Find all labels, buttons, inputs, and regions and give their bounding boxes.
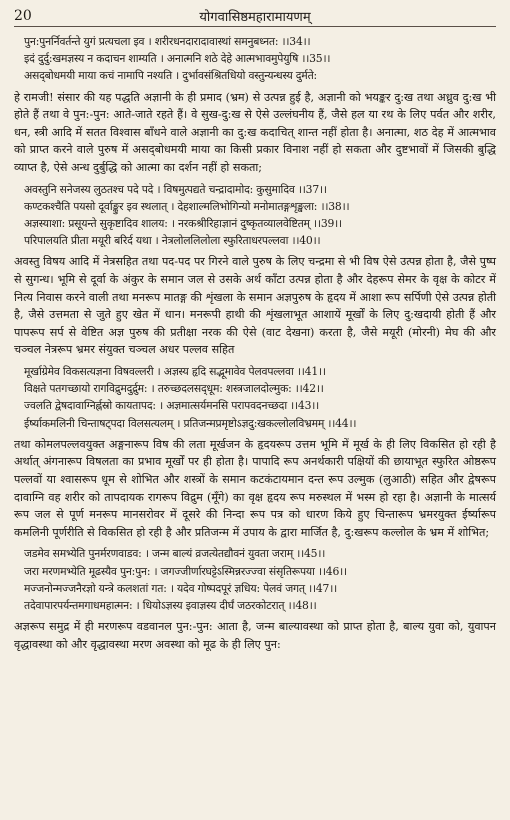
- verse-46: जरा मरणमभ्येति मूढस्यैव पुन:पुन: । जगज्जीर्णारघट्टेऽस्मिन्नरज्ज्वा संसृतिरूपया ।।46।।: [24, 564, 347, 578]
- verse-36: असद्‌बोधमयी माया कचं नामापि नश्यति । दुर्भावसंश्रितधियो वस्तुन्यन्धस्य दुर्मते:: [24, 69, 317, 83]
- running-header: [14, 6, 496, 27]
- verse-39: अज्ञस्याशा: प्रसूयन्ते सुकृष्टादिव शालय: । नरकश्रीरिहाज्ञानं दुष्कृतव्यालवेष्टितम् ।।39।।: [24, 216, 342, 230]
- verse-37: अवस्तुनि सनेजस्य लुठतश्च पदे पदे । विषमुत्पद्यते चन्द्रादामोद: कुसुमादिव ।।37।।: [24, 182, 327, 196]
- verse-38: कण्टकश्चैति पयसो दूर्वाङ्कुर इव स्थलात् । देहशाल्मलिभोगिन्यो मनोमातङ्गशृङ्खला: ।।38।।: [24, 199, 350, 213]
- commentary-paragraph-4: अज्ञरूप समुद्र में ही मरणरूप वडवानल पुन:-पुन: आता है, जन्म बाल्यावस्था को प्राप्त होता है, बाल्य युवा को, युवापन वृद्धावस्था को और वृद्धावस्था मरण अवस्था को मूढ के ही लिए पुन:: [14, 620, 496, 651]
- verse-41: मूर्खाग्रेमेव विकसत्यज्ञना विषवल्लरी । अज्ञस्य हृदि सद्भूमावेव पेलवपल्लवा ।।41।।: [24, 364, 326, 378]
- verse-48: तदेवापारपर्यन्तमगाधमहात्मन: । धियोऽज्ञस्य इवाज्ञस्य दीर्घं जठरकोटरात् ।।48।।: [24, 598, 317, 612]
- commentary-paragraph-3: तथा कोमलपल्लवयुक्त अङ्गनारूप विष की लता मूर्खजन के हृदयरूप उत्तम भूमि में मूर्ख के ही लिए विकसित हो रही है अर्थात् अंगनारूप विषलता का प्रभाव मूर्खों पर ही होता है। पापादि रूप अनर्थकारी पक्षियों की छायाभूत स्फुरित ओष्ठरूप पल्लवों या श्वासरूप धूम से शोभित और शस्त्रों के समान कटकंटायमान दन्त रूप उल्मुक (लुआठी) सहित और द्वेषरूप दावाग्नि वह शरीर को तापदायक रागरूप विद्रुम (मूँगे) का वृक्ष हृदय रूप मरुस्थल में भस्म हो रहा है। अज्ञानी के मात्सर्य रूप जल से पूर्ण मनरूप मानसरोवर में दूसरे की निन्दा रूप पत्र को धारण किये हुए चिन्तारूप भ्रमरयुक्त ईर्ष्यारूप कमलिनी पूर्णरीति से विकसित हो रही है और प्रतिजन्म में उपाय के द्वारा मार्जित है, दु:खरूप कल्लोल के भ्रम में शोभित;: [14, 437, 496, 539]
- verse-block-34-36: [14, 33, 496, 85]
- verse-35: इदं दुर्दु:खमज्ञस्य न कदाचन शाम्यति । अनात्मनि शठे देहे आत्मभावमुपेयुषि ।।35।।: [24, 52, 331, 66]
- commentary-paragraph-1: हे रामजी! संसार की यह पद्धति अज्ञानी के ही प्रमाद (भ्रम) से उत्पन्न हुई है, अज्ञानी को भयङ्कर दु:ख तथा अध्रुव दु:ख भी होते हैं तथा वे पुन:-पुन: आते-जाते रहते हैं। वे सुख-दु:ख से ऐसे उल्लंघनीय हैं, जैसे हल या रथ के लिए पर्वत और शरीर, धन, स्त्री आदि में सतत विश्वास बाँधने वाले अज्ञानी का दु:ख कदाचित् शान्त नहीं होता है। अनात्मा, शठ देह में आत्मभाव को प्राप्त करने वाले पुरुष में असद्‌बोधमयी माया का किसी प्रकार विनाश नहीं हो सकता और दुष्टभावों में जिसकी बुद्धि व्याप्त है, ऐसे अन्ध दुर्बुद्धि को आत्मा का दर्शन नहीं हो सकता;: [14, 90, 496, 174]
- commentary-paragraph-2: अवस्तु विषय आदि में नेत्रसहित तथा पद-पद पर गिरने वाले पुरुष के लिए चन्द्रमा से भी विष ऐसे उत्पन्न होता है, जैसे पुष्प से सुगन्ध। भूमि से दूर्वा के अंकुर के समान जल से उसके अर्थ काँटा उत्पन्न होता है और देहरूप सेमर के वृक्ष के कोटर में नित्य निवास करने वाली तथा मनरूप मातङ्ग की शृंखला के समान अज्ञपुरुष के हृदय में आशा रूप सर्पिणी ऐसे उत्पन्न होती है, जैसे उत्तमता से जुते हुए खेत में धान। मनरूपी हाथी की शृंखलाभूत आशायें मूर्खों के लिए दु:खदायी होती हैं और पापरूप सर्प से वेष्टित अज्ञ पुरुष की प्रतीक्षा नरक की ऐसे (वाट देखना) करता है, जैसे मयूरी (मोरनी) मेघ की और चञ्चल नेत्ररूप भ्रमर संयुक्त चञ्चल अधर पल्लव सहित: [14, 255, 496, 357]
- verse-40: परिपालयति प्रीता मयूरी बरिर्द यथा । नेत्रलोललिलोला स्फुरिताधरपल्लवा ।।40।।: [24, 234, 321, 248]
- verse-44: ईर्ष्याकमलिनी चिन्ताषट्पदा विलसत्यलम् । प्रतिजन्मप्रमृष्टोऽज्ञदु:खकल्लोलविभ्रमम् ।।44।।: [24, 416, 357, 430]
- verse-34: पुन:पुनर्निवर्तन्ते युगं प्रत्यचला इव । शरीरधनदारादावास्थां समनुबध्नत: ।।34।।: [24, 35, 311, 48]
- page-number: 20: [14, 8, 32, 24]
- verse-47: मज्जनोन्मज्जनैरज्ञो यन्त्रे कलशतां गत: । यदेव गोष्पदपूरं ज्ञधिय: पेलवं जगत् ।।47।।: [24, 581, 337, 595]
- verse-block-45-48: [14, 545, 496, 614]
- verse-block-37-40: [14, 181, 496, 250]
- verse-42: विक्षते पतगच्छायो रागविद्रुमदुर्द्रुम: । तरुच्छदलसद्‌धूम: शस्त्रजालदोल्मुक: ।।42।।: [24, 382, 324, 396]
- verse-45: जडमेव समभ्येति पुनर्मरणवाडव: । जन्म बाल्यं व्रजत्येतद्यौवनं युवता जराम् ।।45।।: [24, 547, 326, 561]
- verse-block-41-44: [14, 363, 496, 432]
- verse-43: ज्वलति द्वेषदावाग्निर्ह्नस्रो कायतापद: । अज्ञमात्सर्यमनसि परापवदनच्छदा ।।43।।: [24, 399, 320, 413]
- running-title: योगवासिष्ठमहारामायणम्: [199, 10, 311, 25]
